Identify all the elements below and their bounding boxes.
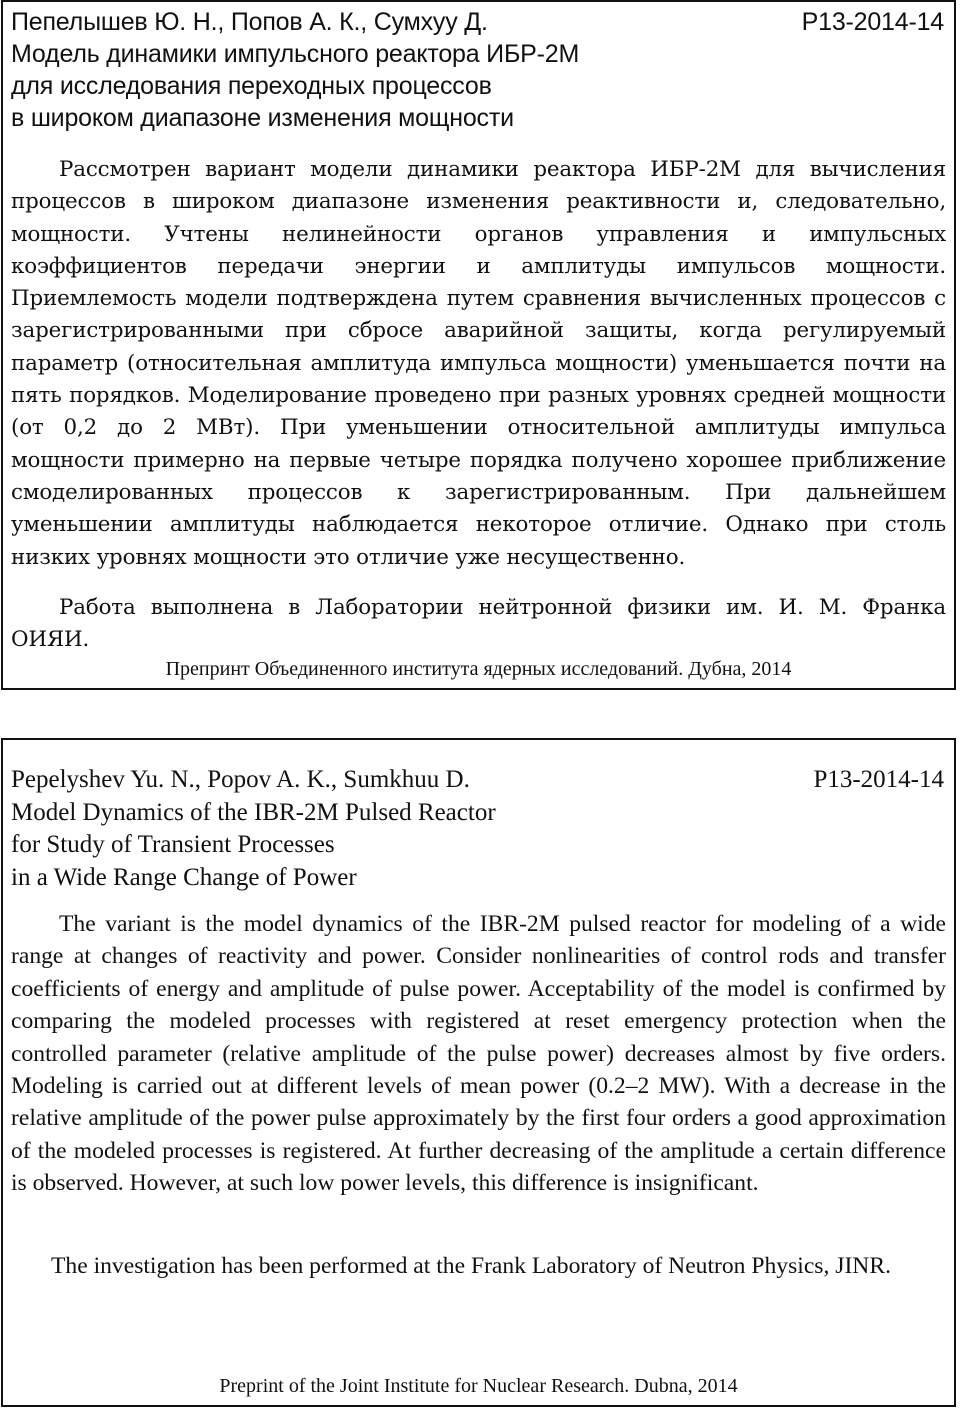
russian-preprint-code: Р13-2014-14: [801, 8, 944, 36]
russian-title-line: Модель динамики импульсного реактора ИБР-2М: [11, 40, 580, 68]
english-title-line: Model Dynamics of the IBR-2M Pulsed Reactor: [11, 798, 496, 826]
english-abstract-card: [1, 738, 956, 1407]
english-preprint-code: P13-2014-14: [813, 766, 944, 793]
english-authors: Pepelyshev Yu. N., Popov A. K., Sumkhuu D.: [11, 766, 470, 793]
russian-abstract-card: [1, 0, 956, 690]
russian-header: [11, 6, 946, 134]
english-title-line: in a Wide Range Change of Power: [11, 863, 357, 891]
english-preprint-footer: Preprint of the Joint Institute for Nuclear Research. Dubna, 2014: [219, 1375, 738, 1397]
russian-affiliation-note: Работа выполнена в Лаборатории нейтронной физики им. И. М. Франка ОИЯИ.: [11, 595, 946, 652]
english-affiliation-note: The investigation has been performed at the Frank Laboratory of Neutron Physics, JINR.: [51, 1253, 891, 1279]
english-abstract-text: The variant is the model dynamics of the IBR-2M pulsed reactor for modeling of a wide range at changes of reactivity and power. Consider nonlinearities of control rods and transfer coefficients of energy and amplitude of pulse power. Acceptability of the model is confirmed by comparing the modeled processes with registered at reset emergency protection when the controlled parameter (relative amplitude of the pulse power) decreases almost by five orders. Modeling is carried out at different levels of mean power (0.2–2 MW). With a decrease in the relative amplitude of the power pulse approximately by the first four orders a good approximation of the modeled processes is registered. At further decreasing of the amplitude a certain difference is observed. However, at such low power levels, this difference is insignificant.: [11, 911, 946, 1197]
russian-preprint-footer: Препринт Объединенного института ядерных исследований. Дубна, 2014: [165, 658, 792, 680]
english-header: [11, 764, 946, 894]
russian-title-line: для исследования переходных процессов: [11, 72, 492, 100]
english-title-line: for Study of Transient Processes: [11, 831, 335, 858]
russian-abstract-text: Рассмотрен вариант модели динамики реактора ИБР-2М для вычисления процессов в широком диапазоне изменения реактивности и, следовательно, мощности. Учтены нелинейности органов управления и импульсных коэффициентов передачи энергии и амплитуды импульсов мощности. Приемлемость модели подтверждена путем сравнения вычисленных процессов с зарегистрированными при сбросе аварийной защиты, когда регулируемый параметр (относительная амплитуда импульса мощности) уменьшается почти на пять порядков. Моделирование проведено при разных уровнях средней мощности (от 0,2 до 2 МВт). При уменьшении относительной амплитуды импульса мощности примерно на первые четыре порядка получено хорошее приближение смоделированных процессов к зарегистрированным. При дальнейшем уменьшении амплитуды наблюдается некоторое отличие. Однако при столь низких уровнях мощности это отличие уже несущественно.: [11, 157, 946, 570]
russian-title-line: в широком диапазоне изменения мощности: [11, 104, 514, 132]
russian-authors: Пепелышев Ю. Н., Попов А. К., Сумхуу Д.: [11, 8, 488, 36]
